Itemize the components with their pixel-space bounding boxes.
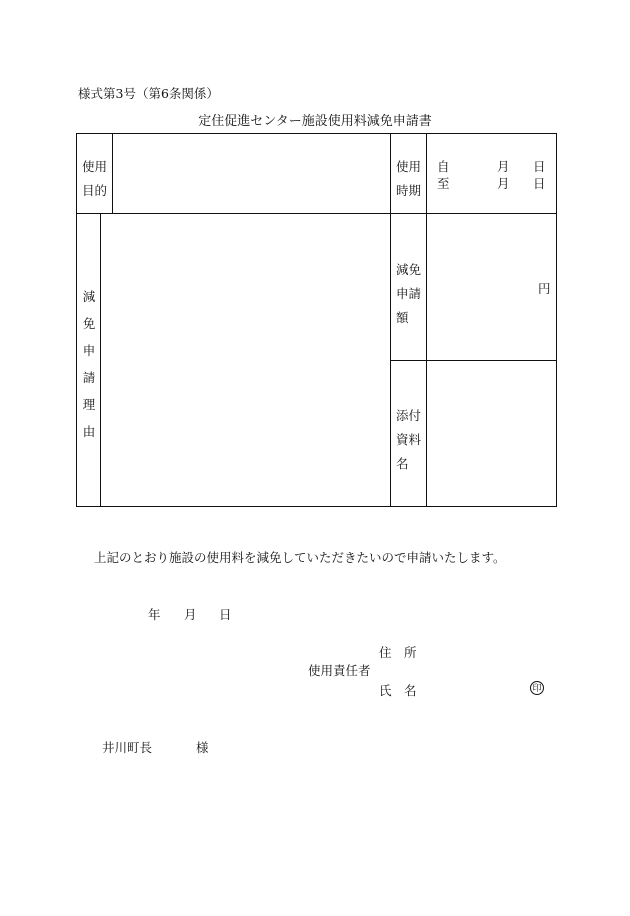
request-statement: 上記のとおり施設の使用料を減免していただきたいので申請いたします。 bbox=[94, 550, 506, 565]
address-label: 住 所 bbox=[379, 645, 417, 660]
col-divider-purpose bbox=[112, 134, 113, 213]
period-to-prefix: 至 bbox=[437, 176, 450, 191]
form-reference: 様式第3号（第6条関係） bbox=[78, 86, 219, 101]
period-from-month: 月 bbox=[497, 159, 510, 174]
attachment-label: 添付 資料 名 bbox=[396, 408, 422, 471]
purpose-field[interactable] bbox=[114, 136, 388, 211]
col-divider-label bbox=[426, 134, 427, 506]
addressee-name: 井川町長 bbox=[102, 740, 153, 755]
period-from-day: 日 bbox=[533, 159, 546, 174]
purpose-label: 使用 目的 bbox=[82, 159, 108, 198]
row-divider-amount bbox=[390, 360, 556, 361]
form-title: 定住促進センター施設使用料減免申請書 bbox=[198, 114, 432, 129]
attachment-field[interactable] bbox=[428, 362, 554, 505]
period-to-month: 月 bbox=[497, 176, 510, 191]
amount-label: 減免 申請 額 bbox=[396, 262, 422, 325]
period-label: 使用 時期 bbox=[396, 159, 422, 198]
col-divider-main bbox=[390, 134, 391, 506]
reason-label: 減 免 申 請 理 由 bbox=[82, 289, 96, 439]
name-label: 氏 名 bbox=[379, 683, 417, 698]
applicant-role: 使用責任者 bbox=[308, 663, 371, 678]
reason-field[interactable] bbox=[102, 215, 388, 505]
date-month: 月 bbox=[184, 607, 197, 622]
amount-unit: 円 bbox=[538, 281, 551, 296]
period-to-day: 日 bbox=[533, 176, 546, 191]
date-day: 日 bbox=[219, 607, 232, 622]
seal-mark: 印 bbox=[530, 681, 544, 695]
addressee-honorific: 様 bbox=[196, 740, 209, 755]
period-from-prefix: 自 bbox=[437, 159, 450, 174]
col-divider-reason bbox=[100, 213, 101, 506]
row-divider-top bbox=[77, 213, 556, 214]
amount-field[interactable] bbox=[428, 215, 528, 355]
date-year: 年 bbox=[148, 607, 161, 622]
